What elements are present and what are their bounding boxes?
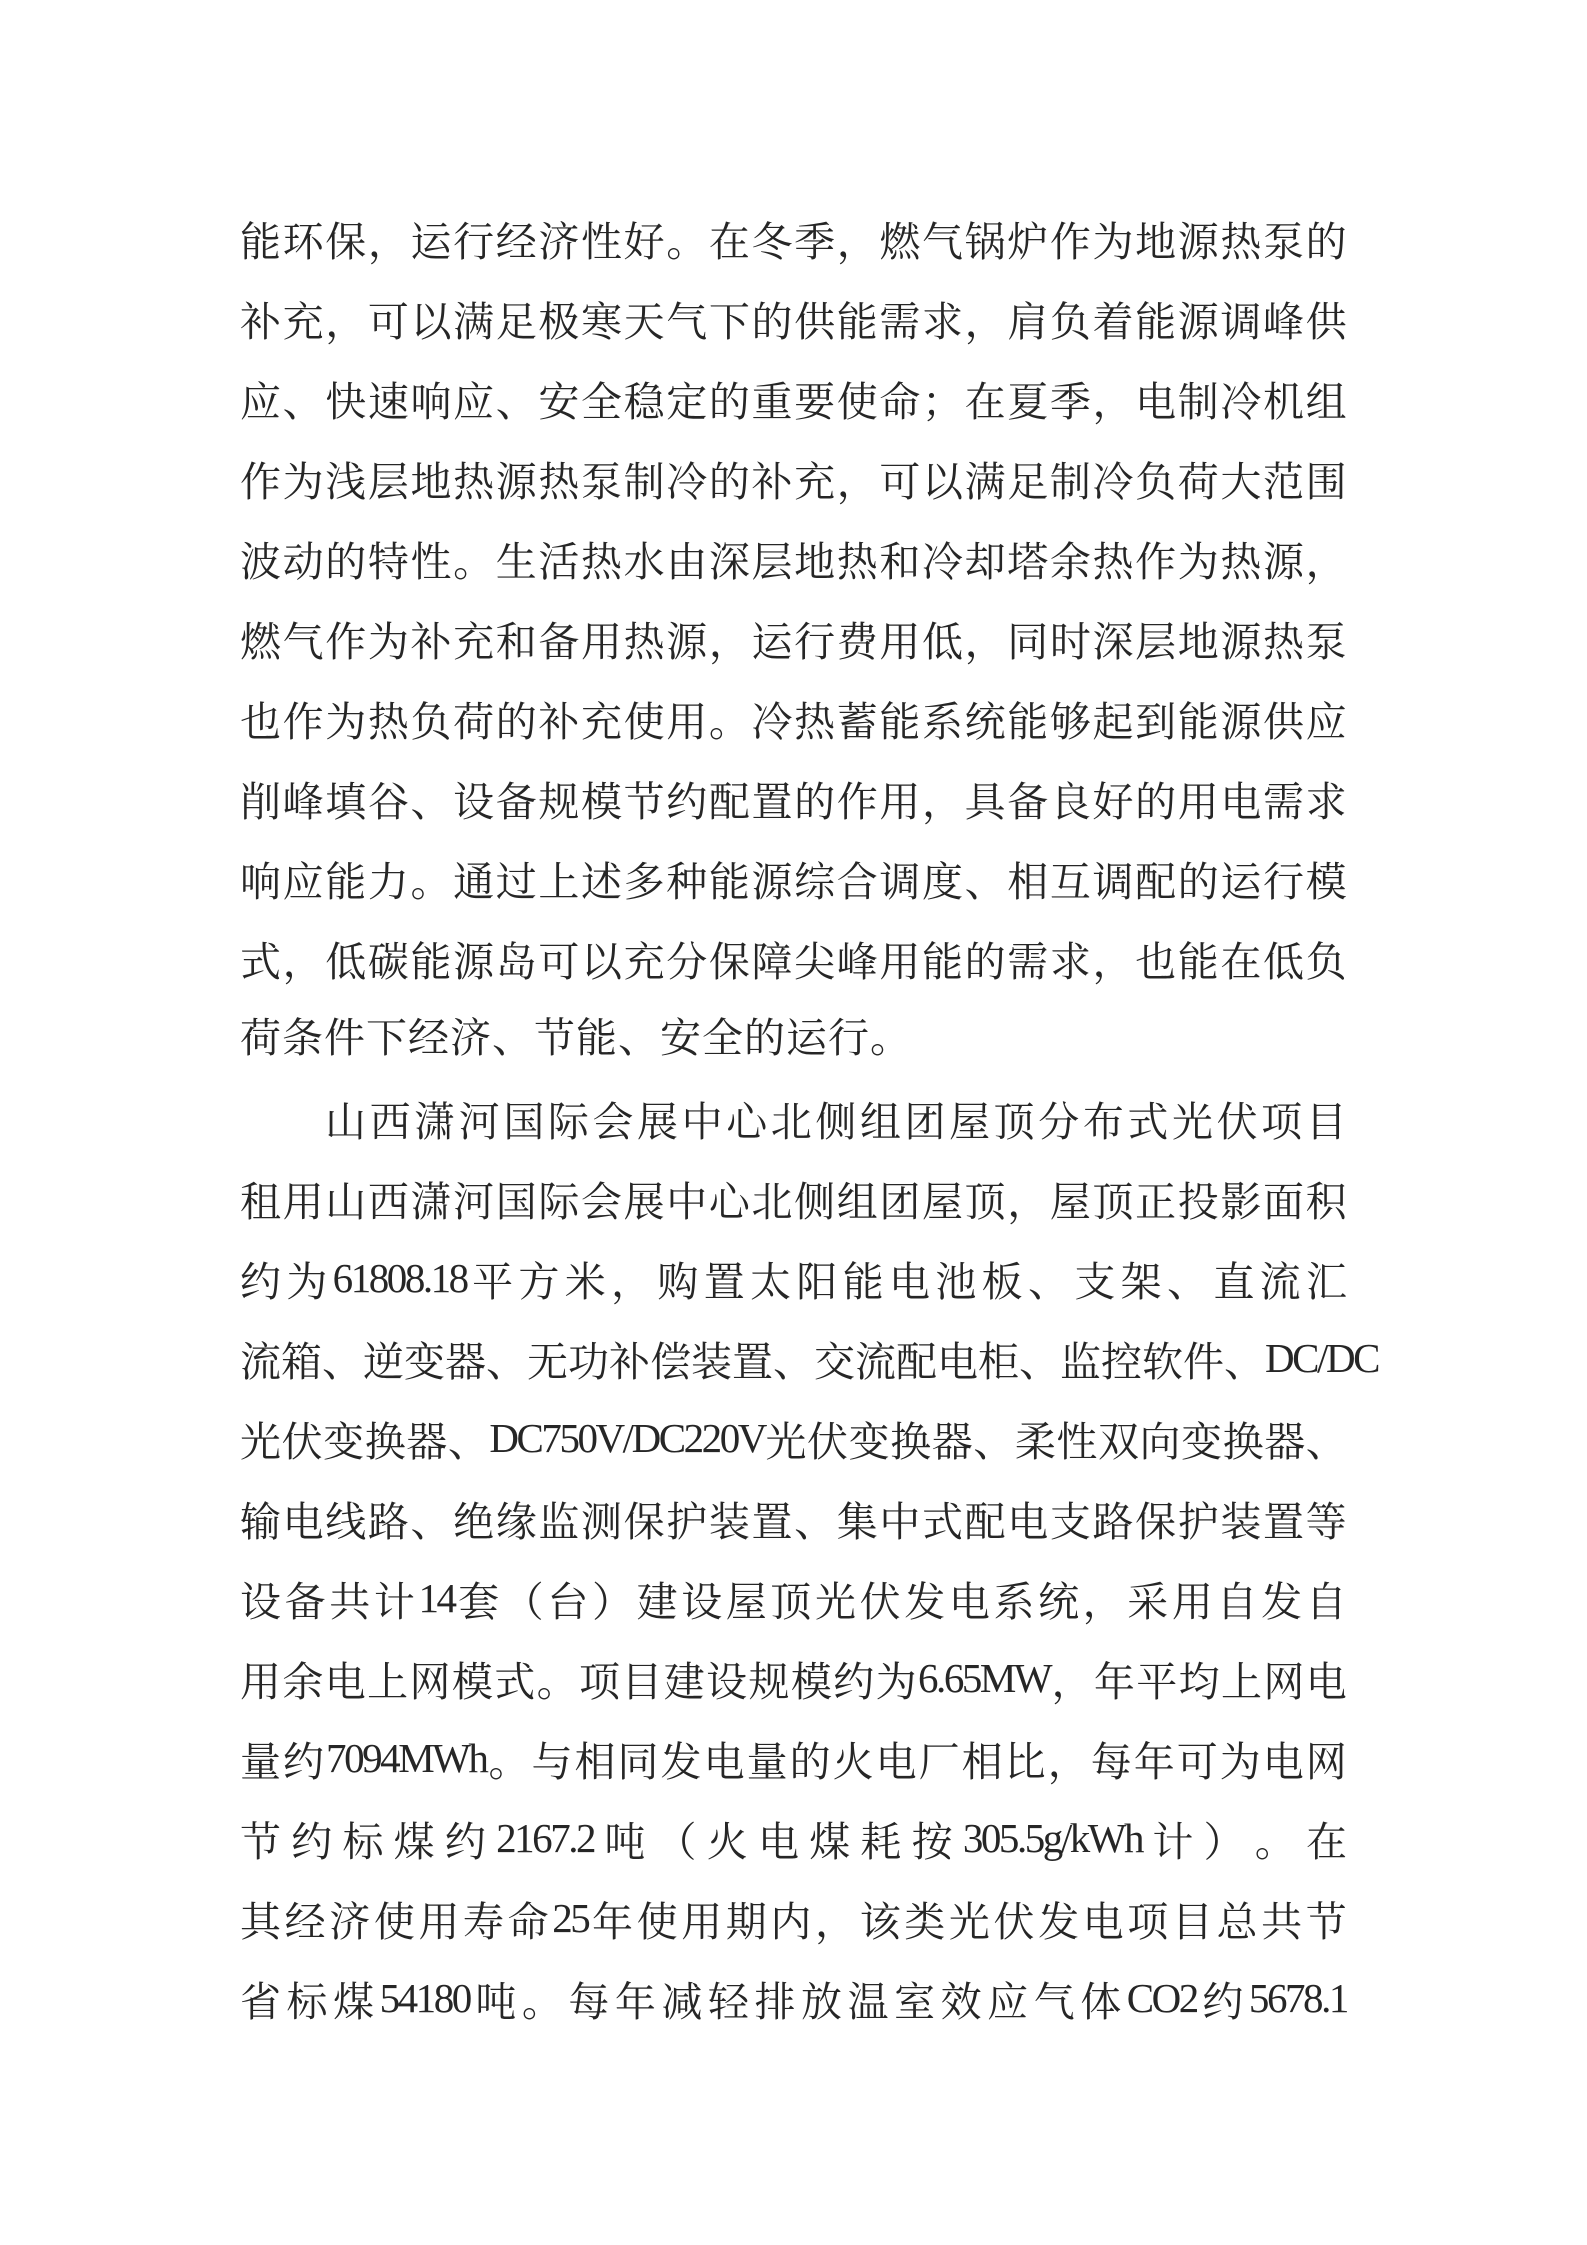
text-line: 削 峰 填 谷 、 设 备 规 模 节 约 配 置 的 作 用 ， 具 备 良 好 的 用 电 需 求 <box>240 778 1347 825</box>
text-line: 节 约 标 煤 约 2167.2 吨 （ 火 电 煤 耗 按 305.5g/kWh 计 ） 。 在 <box>240 1815 1347 1865</box>
text-line: 用 余 电 上 网 模 式 。 项 目 建 设 规 模 约 为 6.65MW ， 年 平 均 上 网 电 <box>240 1655 1347 1705</box>
text-line: 省 标 煤 54180 吨 。 每 年 减 轻 排 放 温 室 效 应 气 体 CO2 约 5678.1 <box>240 1975 1347 2025</box>
text-line: 响 应 能 力 。 通 过 上 述 多 种 能 源 综 合 调 度 、 相 互 调 配 的 运 行 模 <box>240 858 1347 905</box>
text-line: 式 ， 低 碳 能 源 岛 可 以 充 分 保 障 尖 峰 用 能 的 需 求 ， 也 能 在 低 负 <box>240 938 1347 985</box>
text-line: 荷条件下经济、节能、安全的运行。 <box>240 1015 912 1061</box>
text-line: 也 作 为 热 负 荷 的 补 充 使 用 。 冷 热 蓄 能 系 统 能 够 起 到 能 源 供 应 <box>240 698 1347 745</box>
text-line: 波 动 的 特 性 。 生 活 热 水 由 深 层 地 热 和 冷 却 塔 余 热 作 为 热 源 ， <box>240 538 1347 585</box>
text-line: 燃 气 作 为 补 充 和 备 用 热 源 ， 运 行 费 用 低 ， 同 时 深 层 地 源 热 泵 <box>240 618 1347 665</box>
text-line: 其 经 济 使 用 寿 命 25 年 使 用 期 内 ， 该 类 光 伏 发 电 项 目 总 共 节 <box>240 1895 1347 1945</box>
text-block <box>240 198 1379 2038</box>
text-line: 能 环 保 ， 运 行 经 济 性 好 。 在 冬 季 ， 燃 气 锅 炉 作 为 地 源 热 泵 的 <box>240 218 1347 265</box>
text-line: 作 为 浅 层 地 热 源 热 泵 制 冷 的 补 充 ， 可 以 满 足 制 冷 负 荷 大 范 围 <box>240 458 1347 505</box>
text-line: 光 伏 变 换 器 、 DC750V/DC220V 光 伏 变 换 器 、 柔 性 双 向 变 换 器 、 <box>240 1415 1347 1465</box>
paragraph-energy-island <box>240 198 1347 1078</box>
text-line: 租 用 山 西 潇 河 国 际 会 展 中 心 北 侧 组 团 屋 顶 ， 屋 顶 正 投 影 面 积 <box>240 1178 1347 1225</box>
paragraph-pv-project <box>240 1078 1379 2038</box>
text-line: 补 充 ， 可 以 满 足 极 寒 天 气 下 的 供 能 需 求 ， 肩 负 着 能 源 调 峰 供 <box>240 298 1347 345</box>
text-line: 山 西 潇 河 国 际 会 展 中 心 北 侧 组 团 屋 顶 分 布 式 光 伏 项 目 <box>325 1098 1347 1145</box>
text-line: 设 备 共 计 14 套 （ 台 ） 建 设 屋 顶 光 伏 发 电 系 统 ， 采 用 自 发 自 <box>240 1575 1347 1625</box>
text-line: 约 为 61808.18 平 方 米 ， 购 置 太 阳 能 电 池 板 、 支 架 、 直 流 汇 <box>240 1255 1347 1305</box>
text-line: 输 电 线 路 、 绝 缘 监 测 保 护 装 置 、 集 中 式 配 电 支 路 保 护 装 置 等 <box>240 1498 1347 1545</box>
text-line: 流 箱 、 逆 变 器 、 无 功 补 偿 装 置 、 交 流 配 电 柜 、 监 控 软 件 、 DC/DC <box>240 1335 1379 1385</box>
text-line: 应 、 快 速 响 应 、 安 全 稳 定 的 重 要 使 命 ； 在 夏 季 ， 电 制 冷 机 组 <box>240 378 1347 425</box>
text-line: 量 约 7094MWh 。 与 相 同 发 电 量 的 火 电 厂 相 比 ， 每 年 可 为 电 网 <box>240 1735 1347 1785</box>
